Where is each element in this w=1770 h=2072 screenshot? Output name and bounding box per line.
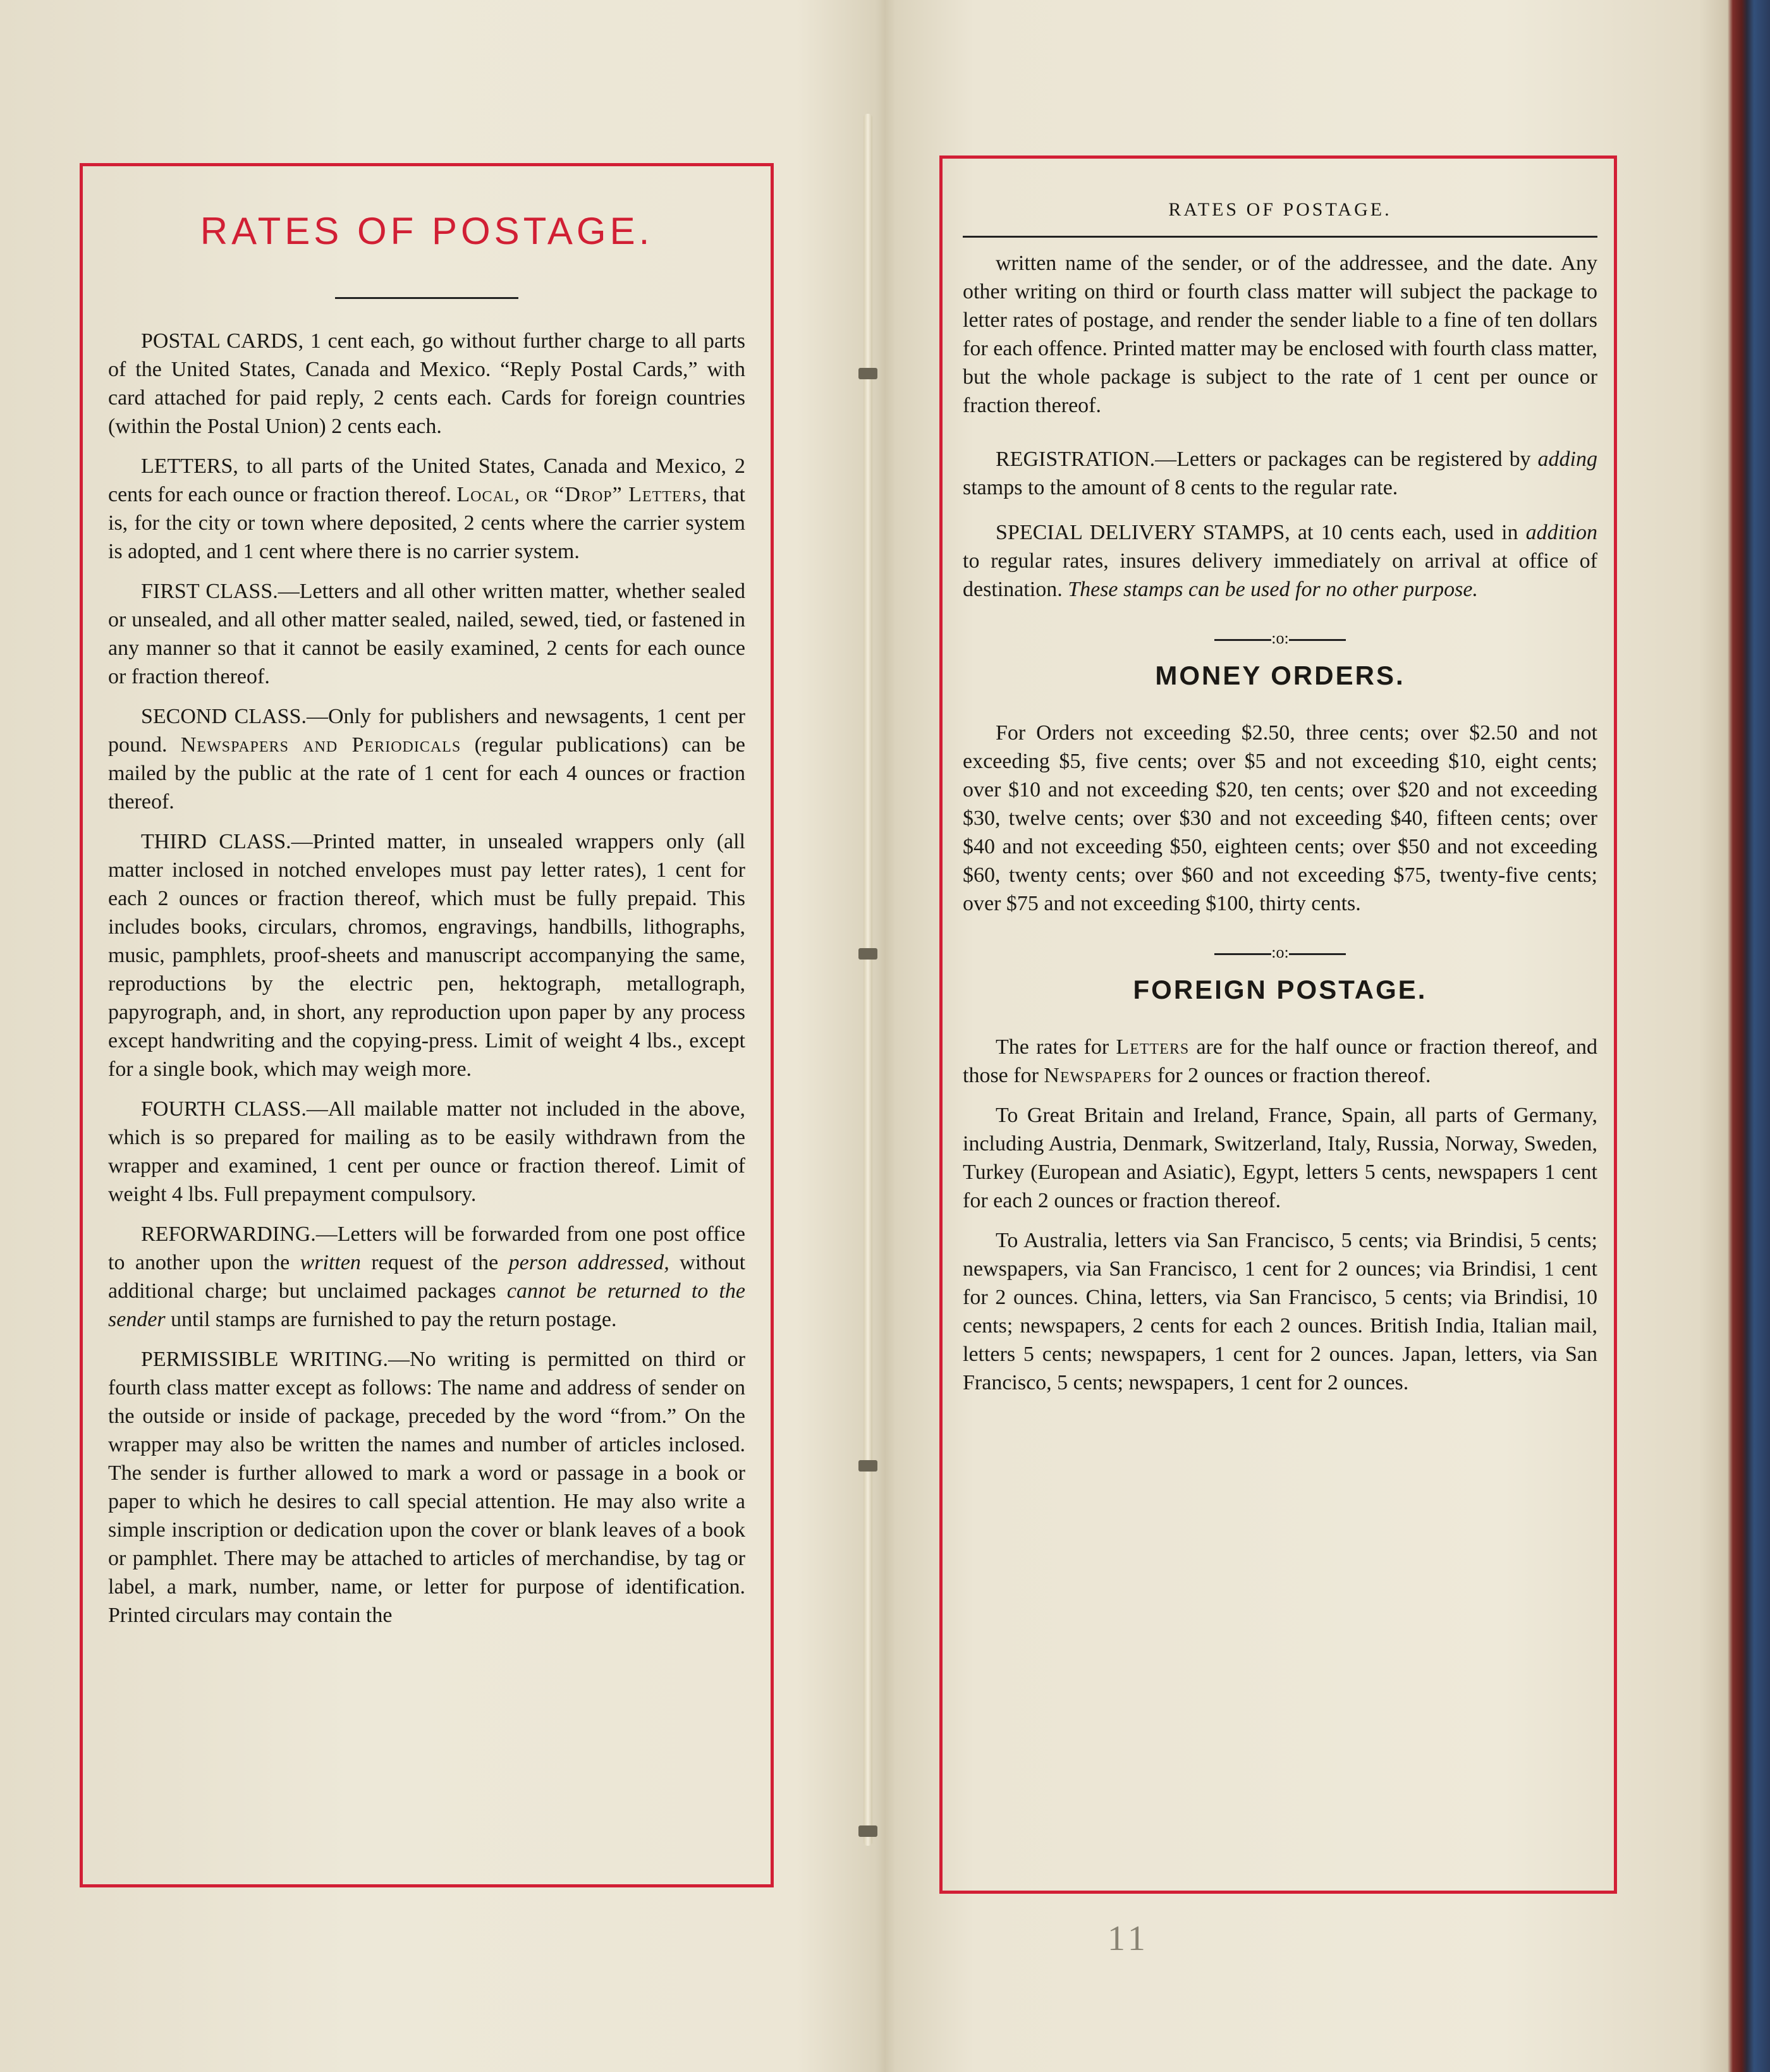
right-page-content [963, 190, 1597, 1408]
letters-paragraph: LETTERS, to all parts of the United States, Canada and Mexico, 2 cents for each ounce or fraction thereof. Local, or “Drop” Letters, that is, for the city or town where deposited, 2 cents where the carrier system is adopted, and 1 cent where there is no carrier system. [108, 454, 745, 563]
title-rule [335, 297, 518, 299]
section-divider: :o: [963, 629, 1597, 648]
permissible-writing-paragraph: PERMISSIBLE WRITING.—No writing is permitted on third or fourth class matter except as follows: The name and address of sender on the outside or inside of package, preceded by the word “from.” On the wrapper may also be written the names and number of articles inclosed. The sender is further allowed to mark a word or passage in a book or paper to which he desires to call special attention. He may also write a simple inscription or dedication upon the cover or blank leaves of a book or pamphlet. There may be attached to articles of merchandise, by tag or label, a mark, number, name, or letter for purpose of identification. Printed circulars may contain the [108, 1348, 745, 1627]
special-delivery-paragraph: SPECIAL DELIVERY STAMPS, at 10 cents each, used in addition to regular rates, insures delivery immediately on arrival at office of destination. These stamps can be used for no other purpose. [963, 521, 1597, 601]
money-orders-heading: MONEY ORDERS. [1155, 661, 1405, 690]
great-britain-paragraph: To Great Britain and Ireland, France, Spain, all parts of Germany, including Austria, Denmark, Switzerland, Italy, Russia, Norway, Sweden, Turkey (European and Asiatic), Egypt, letters 5 cents, newspapers 1 cent for each 2 ounces or fraction thereof. [963, 1104, 1597, 1212]
foreign-rates-paragraph: The rates for Letters are for the half ounce or fraction thereof, and those for Newspapers for 2 ounces or fraction thereof. [963, 1035, 1598, 1087]
binding-stitch [858, 1825, 877, 1837]
reforwarding-paragraph: REFORWARDING.—Letters will be forwarded from one post office to another upon the written request of the person addressed, without additional charge; but unclaimed packages cannot be returned to the sender until stamps are furnished to pay the return postage. [108, 1222, 746, 1331]
continuation-paragraph: written name of the sender, or of the addressee, and the date. Any other writing on third or fourth class matter will subject the package to letter rates of postage, and render the sender liable to a fine of ten dollars for each offence. Printed matter may be enclosed with fourth class matter, but the whole package is subject to the rate of 1 cent per ounce or fraction thereof. [963, 252, 1597, 417]
section-divider: :o: [963, 943, 1597, 962]
binding-stitch [858, 1460, 877, 1472]
left-page-frame [80, 163, 774, 1887]
foreign-postage-heading: FOREIGN POSTAGE. [1133, 975, 1427, 1004]
binding-stitch [858, 368, 877, 379]
money-orders-paragraph: For Orders not exceeding $2.50, three cents; over $2.50 and not exceeding $5, five cents; over $5 and not exceeding $10, eight cents; over $10 and not exceeding $20, ten cents; over $20 and not exceeding $30, twelve cents; over $30 and not exceeding $40, fifteen cents; over $40 and not exceeding $50, eighteen cents; over $50 and not exceeding $60, twenty cents; over $60 and not exceeding $75, twenty-five cents; over $75 and not exceeding $100, thirty cents. [963, 721, 1597, 915]
running-header: RATES OF POSTAGE. [1168, 199, 1392, 220]
fourth-class-paragraph: FOURTH CLASS.—All mailable matter not included in the above, which is so prepared for mailing as to be easily withdrawn from the wrapper and examined, 1 cent per ounce or fraction thereof. Limit of weight 4 lbs. Full prepayment compulsory. [108, 1097, 745, 1206]
australia-paragraph: To Australia, letters via San Francisco, 5 cents; via Brindisi, 5 cents; newspapers, via San Francisco, 1 cent for 2 ounces; via Brindisi, 1 cent for 2 ounces. China, letters, via San Francisco, 5 cents; via Brindisi, 10 cents; newspapers, 2 cents for each 2 ounces. British India, Italian mail, letters 5 cents; newspapers, 1 cent for 2 ounces. Japan, letters, via San Francisco, 5 cents; newspapers, 1 cent for 2 ounces. [963, 1229, 1597, 1394]
page-title: RATES OF POSTAGE. [200, 210, 654, 252]
header-rule [963, 236, 1597, 238]
right-page-frame [939, 155, 1617, 1894]
page-number: 11 [1108, 1919, 1149, 1958]
binding-stitch [858, 948, 877, 960]
postal-cards-paragraph: POSTAL CARDS, 1 cent each, go without further charge to all parts of the United States, Canada and Mexico. “Reply Postal Cards,” with card attached for paid reply, 2 cents each. Cards for foreign countries (within the Postal Union) 2 cents each. [108, 329, 745, 438]
second-class-paragraph: SECOND CLASS.—Only for publishers and newsagents, 1 cent per pound. Newspapers and Periodicals (regular publications) can be mailed by the public at the rate of 1 cent for each 4 ounces or fraction thereof. [108, 705, 746, 814]
registration-paragraph: REGISTRATION.—Letters or packages can be registered by adding stamps to the amount of 8 cents to the regular rate. [963, 448, 1597, 499]
third-class-paragraph: THIRD CLASS.—Printed matter, in unsealed wrappers only (all matter inclosed in notched envelopes must pay letter rates), 1 cent for each 2 ounces or fraction thereof, which must be fully prepaid. This includes books, circulars, chromos, engravings, handbills, lithographs, music, pamphlets, proof-sheets and manuscript accompanying the same, reproductions by the electric pen, hektograph, metallograph, papyrograph, and, in short, any reproduction upon paper by any process except handwriting and the copying-press. Limit of weight 4 lbs., except for a single book, which may weigh more. [108, 830, 745, 1081]
first-class-paragraph: FIRST CLASS.—Letters and all other written matter, whether sealed or unsealed, and all other matter sealed, nailed, sewed, tied, or fastened in any manner so that it cannot be easily examined, 2 cents for each ounce or fraction thereof. [108, 580, 745, 688]
left-page-content [108, 204, 745, 1641]
